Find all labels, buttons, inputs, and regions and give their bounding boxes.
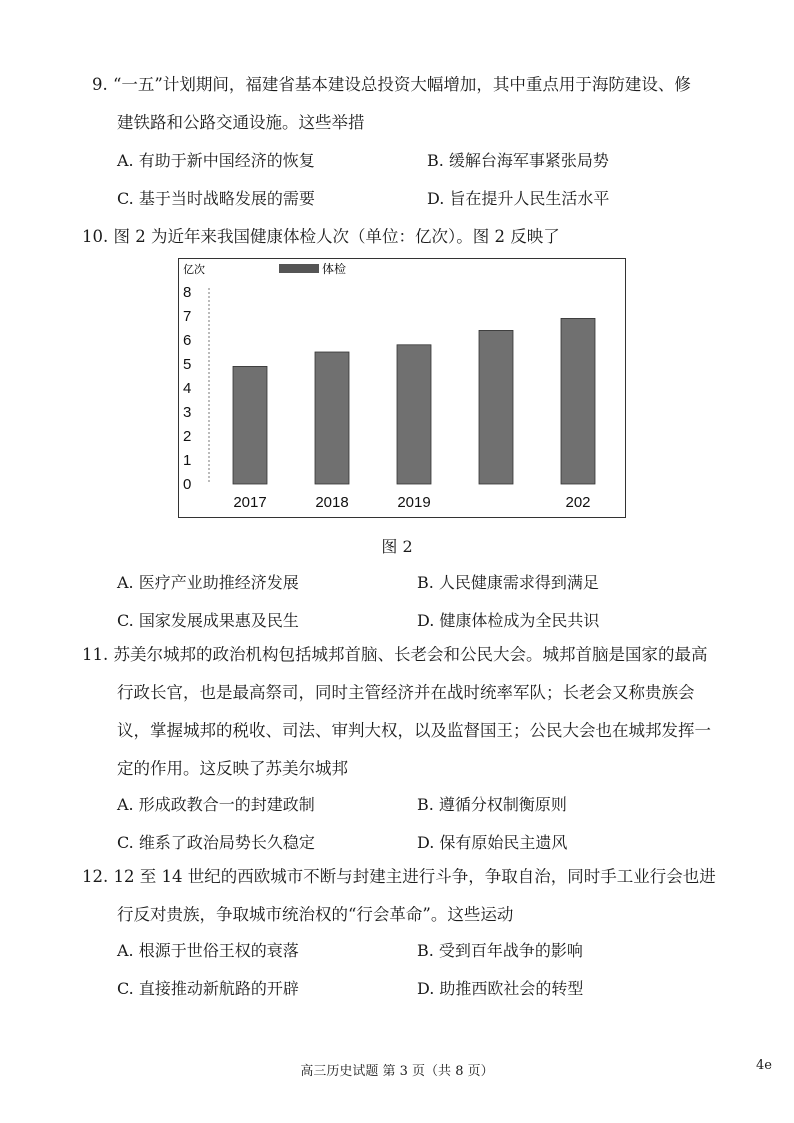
option-10c: C. 国家发展成果惠及民生 xyxy=(117,611,299,630)
question-11-number: 11. xyxy=(82,645,109,664)
question-9-number: 9. xyxy=(92,75,108,94)
bar xyxy=(479,330,513,484)
question-12 xyxy=(82,858,732,896)
option-9b: B. 缓解台海军事紧张局势 xyxy=(427,151,609,170)
option-11b: B. 遵循分权制衡原则 xyxy=(417,795,567,814)
option-12c: C. 直接推动新航路的开辟 xyxy=(117,979,299,998)
question-11 xyxy=(82,636,732,674)
option-12a: A. 根源于世俗王权的衰落 xyxy=(117,941,299,960)
y-tick-label: 4 xyxy=(183,380,192,397)
y-tick-label: 1 xyxy=(183,452,192,469)
bar xyxy=(315,352,349,484)
y-tick-label: 7 xyxy=(183,308,192,325)
question-9 xyxy=(92,66,732,104)
bars xyxy=(233,318,595,484)
question-10-number: 10. xyxy=(82,227,109,246)
y-tick-label: 8 xyxy=(183,284,192,301)
question-9-line-1 xyxy=(92,66,732,104)
option-11d: D. 保有原始民主遗风 xyxy=(417,833,568,852)
question-12-stem-1: 12 至 14 世纪的西欧城市不断与封建主进行斗争，争取自治，同时手工业行会也进 xyxy=(113,867,716,886)
question-10-stem: 图 2 为近年来我国健康体检人次（单位：亿次）。图 2 反映了 xyxy=(113,227,560,246)
bar xyxy=(561,318,595,484)
option-10a: A. 医疗产业助推经济发展 xyxy=(117,573,299,592)
question-9-continuation xyxy=(117,104,757,142)
bar xyxy=(397,345,431,484)
corner-mark: 4e xyxy=(756,1058,772,1073)
y-tick-label: 5 xyxy=(183,356,192,373)
bar-chart-svg xyxy=(179,259,624,516)
question-11-stem-4: 定的作用。这反映了苏美尔城邦 xyxy=(117,759,348,778)
option-11c: C. 维系了政治局势长久稳定 xyxy=(117,833,315,852)
question-11-stem-1: 苏美尔城邦的政治机构包括城邦首脑、长老会和公民大会。城邦首脑是国家的最高 xyxy=(113,645,708,664)
question-10 xyxy=(82,218,722,256)
question-11-line-1 xyxy=(82,636,732,674)
question-12-number: 12. xyxy=(82,867,109,886)
option-12b: B. 受到百年战争的影响 xyxy=(417,941,583,960)
option-9d: D. 旨在提升人民生活水平 xyxy=(427,189,610,208)
question-11-stem-3: 议，掌握城邦的税收、司法、审判大权，以及监督国王；公民大会也在城邦发挥一 xyxy=(117,721,711,740)
y-tick-label: 3 xyxy=(183,404,192,421)
option-9a: A. 有助于新中国经济的恢复 xyxy=(117,151,315,170)
unit-label: 亿次 xyxy=(183,264,205,276)
option-10b: B. 人民健康需求得到满足 xyxy=(417,573,599,592)
y-tick-label: 2 xyxy=(183,428,192,445)
option-10d: D. 健康体检成为全民共识 xyxy=(417,611,600,630)
y-tick-label: 6 xyxy=(183,332,192,349)
option-9c: C. 基于当时战略发展的需要 xyxy=(117,189,315,208)
question-9-stem-2: 建铁路和公路交通设施。这些举措 xyxy=(117,113,365,132)
option-12d: D. 助推西欧社会的转型 xyxy=(417,979,584,998)
question-12-continuation xyxy=(117,896,727,934)
y-tick-label: 0 xyxy=(183,476,192,493)
x-tick-label: 2017 xyxy=(233,494,267,511)
bar xyxy=(233,366,267,484)
x-tick-label: 2018 xyxy=(315,494,349,511)
question-12-line-1 xyxy=(82,858,732,896)
question-9-stem-1: “一五”计划期间，福建省基本建设总投资大幅增加，其中重点用于海防建设、修 xyxy=(113,75,691,94)
question-11-continuation xyxy=(117,674,727,788)
page-footer: 高三历史试题 第 3 页（共 8 页） xyxy=(300,1064,494,1079)
x-axis xyxy=(233,494,590,511)
x-tick-label: 2019 xyxy=(397,494,431,511)
x-tick-label: 202 xyxy=(565,494,591,511)
figure-caption: 图 2 xyxy=(381,537,413,556)
y-axis xyxy=(183,284,209,493)
question-11-stem-2: 行政长官，也是最高祭司，同时主管经济并在战时统率军队；长老会又称贵族会 xyxy=(117,683,695,702)
health-checkup-chart xyxy=(178,258,626,518)
option-11a: A. 形成政教合一的封建政制 xyxy=(117,795,315,814)
question-12-stem-2: 行反对贵族，争取城市统治权的“行会革命”。这些运动 xyxy=(117,905,514,924)
legend-label: 体检 xyxy=(322,262,347,276)
legend-swatch xyxy=(279,264,319,273)
